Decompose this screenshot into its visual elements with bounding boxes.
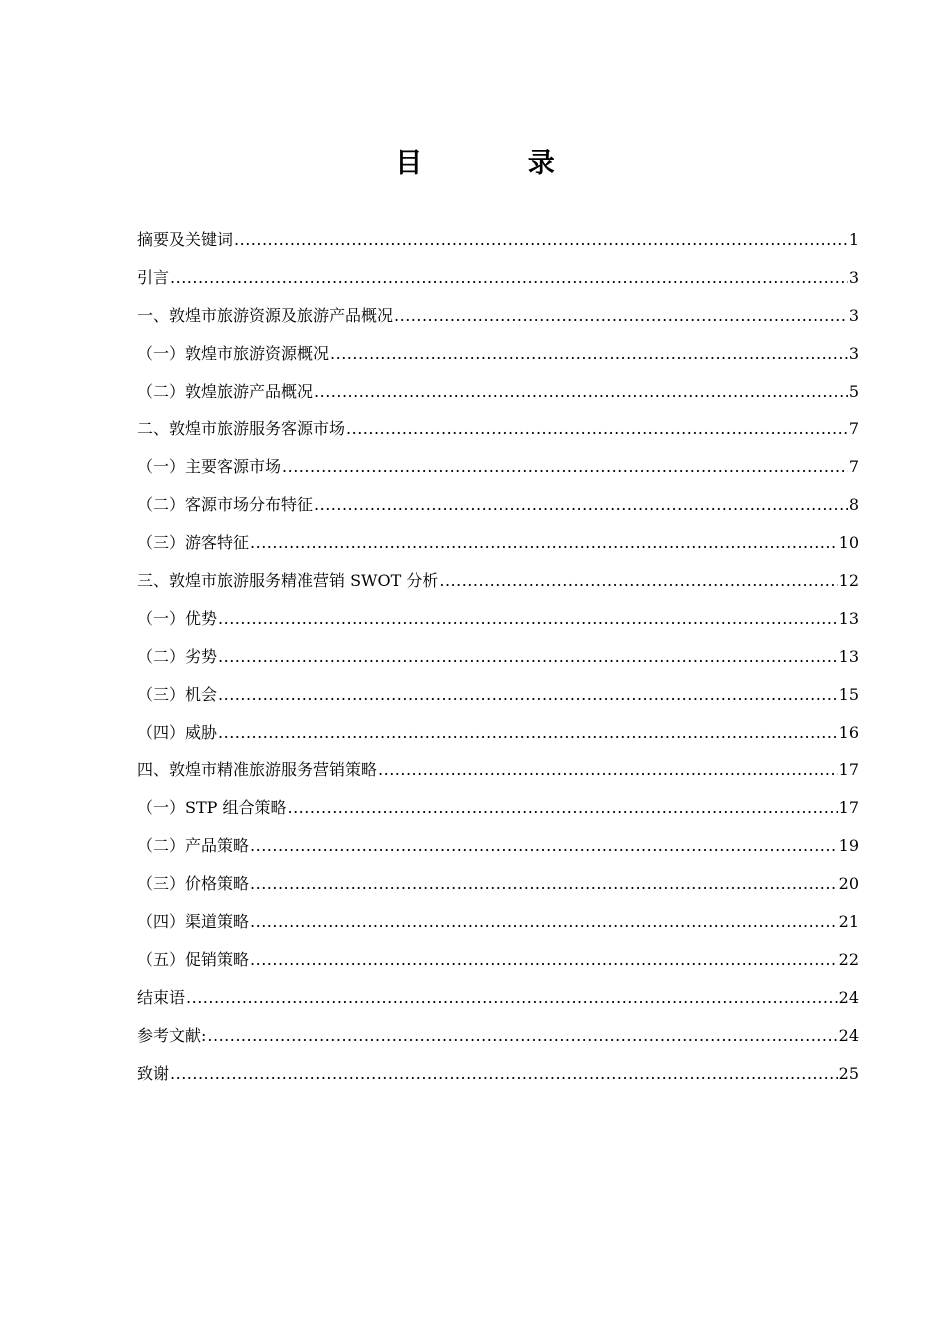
toc-entry[interactable] xyxy=(137,941,859,979)
toc-entry-page: 8 xyxy=(848,495,859,515)
toc-entry[interactable] xyxy=(137,562,859,600)
toc-entry-label: （四）渠道策略 xyxy=(137,912,250,932)
toc-entry-page: 3 xyxy=(848,305,859,325)
toc-entry-page: 21 xyxy=(838,912,859,932)
toc-entry-label: （二）客源市场分布特征 xyxy=(137,495,314,515)
toc-entry-page: 13 xyxy=(838,608,859,628)
toc-entry-label: （一）主要客源市场 xyxy=(137,457,282,477)
toc-entry-page: 17 xyxy=(838,760,859,780)
toc-entry[interactable] xyxy=(137,638,859,676)
toc-entry[interactable] xyxy=(137,410,859,448)
toc-entry-label: 参考文献: xyxy=(137,1025,207,1045)
toc-entry[interactable] xyxy=(137,297,859,335)
toc-title: 目 录 xyxy=(395,148,603,179)
toc-entry-label: 四、敦煌市精准旅游服务营销策略 xyxy=(137,760,378,780)
dot-leader xyxy=(250,827,838,865)
toc-entry-label: （一）优势 xyxy=(137,608,218,628)
toc-entry[interactable] xyxy=(137,827,859,865)
toc-entry-page: 25 xyxy=(838,1063,859,1083)
toc-entry[interactable] xyxy=(137,448,859,486)
toc-entry-page: 24 xyxy=(838,1025,859,1045)
toc-entry-page: 22 xyxy=(838,949,859,969)
dot-leader xyxy=(250,903,838,941)
toc-entry-label: （二）产品策略 xyxy=(137,836,250,856)
toc-entry-label: （一）STP 组合策略 xyxy=(137,798,287,818)
dot-leader xyxy=(314,486,848,524)
dot-leader xyxy=(250,524,838,562)
toc-entry-label: 摘要及关键词 xyxy=(137,230,234,249)
toc-entry-page: 20 xyxy=(838,874,859,894)
toc-entry-label: 结束语 xyxy=(137,987,186,1007)
toc-entry-page: 17 xyxy=(838,798,859,818)
toc-entry-page: 16 xyxy=(838,722,859,742)
toc-entry-label: 二、敦煌市旅游服务客源市场 xyxy=(137,419,346,439)
toc-entry[interactable] xyxy=(137,1055,859,1093)
toc-entry-page: 13 xyxy=(838,646,859,666)
toc-entry-page: 15 xyxy=(838,684,859,704)
toc-entry[interactable] xyxy=(137,714,859,752)
toc-entry[interactable] xyxy=(137,979,859,1017)
toc-entry-label: 一、敦煌市旅游资源及旅游产品概况 xyxy=(137,305,394,325)
toc-entry-label: （四）威胁 xyxy=(137,722,218,742)
dot-leader xyxy=(218,638,838,676)
dot-leader xyxy=(186,979,838,1017)
toc-entry[interactable] xyxy=(137,335,859,373)
toc-entry-label: （一）敦煌市旅游资源概况 xyxy=(137,343,330,363)
toc-entry[interactable] xyxy=(137,865,859,903)
toc-entry[interactable] xyxy=(137,789,859,827)
toc-entry-page: 19 xyxy=(838,836,859,856)
dot-leader xyxy=(346,410,848,448)
toc-entry[interactable] xyxy=(137,676,859,714)
toc-entry-label: 致谢 xyxy=(137,1063,170,1083)
toc-entry-page: 3 xyxy=(848,343,859,363)
dot-leader xyxy=(282,448,848,486)
toc-entry-page: 1 xyxy=(848,230,859,249)
dot-leader xyxy=(330,335,848,373)
dot-leader xyxy=(218,600,838,638)
toc-entry[interactable] xyxy=(137,373,859,411)
dot-leader xyxy=(170,259,848,297)
toc-entry[interactable] xyxy=(137,259,859,297)
dot-leader xyxy=(288,789,838,827)
dot-leader xyxy=(378,751,838,789)
toc-entry-label: （三）游客特征 xyxy=(137,533,250,553)
toc-entry[interactable] xyxy=(137,524,859,562)
toc-entry-label: （五）促销策略 xyxy=(137,949,250,969)
toc-entry-page: 7 xyxy=(848,419,859,439)
toc-entry[interactable] xyxy=(137,600,859,638)
dot-leader xyxy=(250,865,838,903)
toc-entry[interactable] xyxy=(137,751,859,789)
toc-entry[interactable] xyxy=(137,1017,859,1055)
dot-leader xyxy=(234,221,848,259)
toc-entry-label: （二）敦煌旅游产品概况 xyxy=(137,381,314,401)
dot-leader xyxy=(394,297,848,335)
toc-entry[interactable] xyxy=(137,221,859,259)
toc-entry[interactable] xyxy=(137,486,859,524)
toc-entry-page: 3 xyxy=(848,267,859,287)
toc-entry-label: （二）劣势 xyxy=(137,646,218,666)
toc-entry-page: 5 xyxy=(848,381,859,401)
toc-list xyxy=(137,221,859,1092)
toc-entry-label: 引言 xyxy=(137,267,170,287)
toc-entry-page: 12 xyxy=(838,571,859,591)
dot-leader xyxy=(314,373,848,411)
dot-leader xyxy=(218,676,838,714)
toc-entry-label: （三）机会 xyxy=(137,684,218,704)
dot-leader xyxy=(250,941,838,979)
toc-entry-page: 7 xyxy=(848,457,859,477)
dot-leader xyxy=(439,562,837,600)
toc-entry[interactable] xyxy=(137,903,859,941)
dot-leader xyxy=(218,714,838,752)
dot-leader xyxy=(207,1017,837,1055)
toc-entry-label: （三）价格策略 xyxy=(137,874,250,894)
toc-entry-page: 10 xyxy=(838,533,859,553)
toc-entry-label: 三、敦煌市旅游服务精准营销 SWOT 分析 xyxy=(137,571,439,591)
toc-entry-page: 24 xyxy=(838,987,859,1007)
dot-leader xyxy=(170,1055,838,1093)
